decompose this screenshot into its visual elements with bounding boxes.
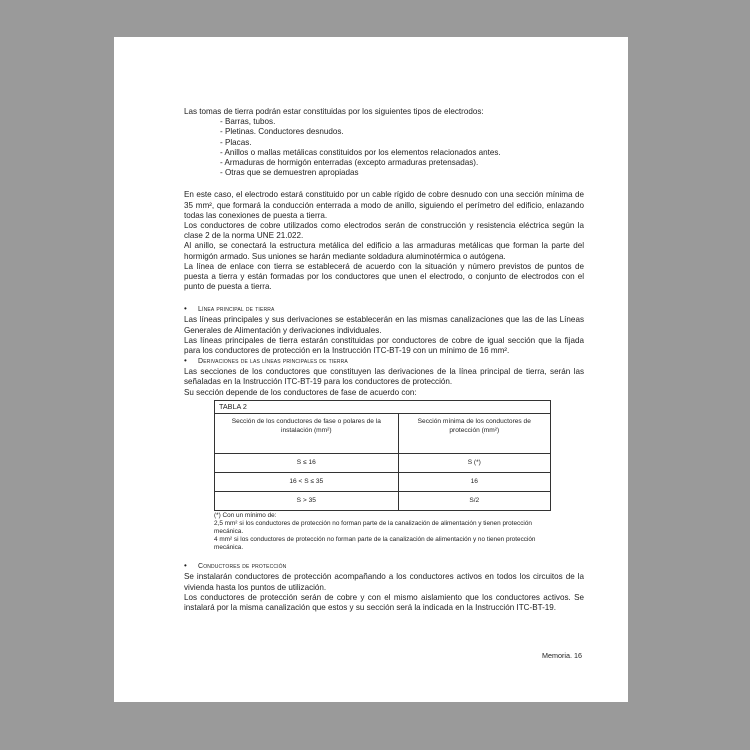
bullet-icon: • (184, 356, 187, 366)
paragraph: Se instalarán conductores de protección acompañando a los conductores activos en todos los circuitos de la vivienda hasta los puntos de utilización. (184, 572, 584, 592)
table-header: Sección mínima de los conductores de protección (mm²) (398, 414, 550, 454)
paragraph: Las líneas principales de tierra estarán constituidas por conductores de cobre de igual sección que la fijada para los conductores de protección en la Instrucción ITC-BT-19 con un mínimo de 16 mm². (184, 335, 584, 356)
bullet-icon: • (184, 304, 187, 314)
heading-text: Derivaciones de las líneas principales de tierra (198, 358, 348, 366)
table-notes (214, 512, 554, 552)
table-caption: TABLA 2 (215, 400, 551, 414)
bullet-icon: • (184, 561, 187, 571)
note-line: 2,5 mm² si los conductores de protección no forman parte de la canalización de alimentación y tienen protección mecánica. (214, 520, 532, 536)
table-cell: S ≤ 16 (215, 454, 399, 473)
list-item: - Placas. (220, 137, 252, 147)
table-row (215, 492, 551, 511)
paragraph: En este caso, el electrodo estará constituido por un cable rígido de cobre desnudo con una sección mínima de 35 mm², que formará la conducción enterrada a modo de anillo, siguiendo el perímetro del edificio, enlazando todas las conexiones de puesta a tierra. (184, 190, 584, 220)
heading-text: Conductores de protección (198, 563, 287, 571)
note-line: 4 mm² si los conductores de protección no forman parte de la canalización de alimentación y no tienen protección mecánica. (214, 536, 536, 552)
paragraph: Los conductores de protección serán de cobre y con el mismo aislamiento que los conductores activos. Se instalará por la misma canalización que estos y su sección será la indicada en la Instrucción ITC-BT-19. (184, 592, 584, 612)
table-header: Sección de los conductores de fase o polares de la instalación (mm²) (215, 414, 399, 454)
electrode-list (220, 117, 584, 178)
list-item: - Armaduras de hormigón enterradas (excepto armaduras pretensadas). (220, 158, 479, 168)
paragraph: Al anillo, se conectará la estructura metálica del edificio a las armaduras metálicas que forman la parte del hormigón armado. Sus uniones se harán mediante soldadura aluminotérmica o autógena. (184, 241, 584, 261)
table-cell: S > 35 (215, 492, 399, 511)
list-item: - Otras que se demuestren apropiadas (220, 168, 359, 178)
section-heading (184, 561, 584, 572)
table-cell: 16 < S ≤ 35 (215, 473, 399, 492)
paragraph: La línea de enlace con tierra se establecerá de acuerdo con la situación y número previstos de puntos de puesta a tierra y están formadas por los conductores que unen el electrodo, o conjunto de electrodos con el punto de puesta a tierra. (184, 261, 584, 292)
table-cell: 16 (398, 473, 550, 492)
table-cell: S/2 (398, 492, 550, 511)
paragraph: Su sección depende de los conductores de fase de acuerdo con: (184, 387, 417, 397)
table-row (215, 454, 551, 473)
section-heading (184, 304, 584, 315)
section-heading (184, 356, 584, 367)
paragraph: Los conductores de cobre utilizados como electrodos serán de construcción y resistencia eléctrica según la clase 2 de la norma UNE 21.022. (184, 221, 584, 241)
table-cell: S (*) (398, 454, 550, 473)
heading-text: Línea principal de tierra (198, 306, 275, 314)
list-item: - Pletinas. Conductores desnudos. (220, 127, 344, 137)
paragraph: Las líneas principales y sus derivaciones se establecerán en las mismas canalizaciones que las de las Líneas Generales de Alimentación y derivaciones individuales. (184, 315, 584, 335)
paragraph: Las secciones de los conductores que constituyen las derivaciones de la línea principal de tierra, serán las señaladas en la Instrucción ITC-BT-19 para los conductores de protección. (184, 367, 584, 387)
document-page (114, 37, 628, 702)
note-line: (*) Con un mínimo de: (214, 512, 277, 520)
list-item: - Anillos o mallas metálicas constituidos por los elementos relacionados antes. (220, 147, 501, 157)
protection-section-table (214, 400, 551, 512)
table-row (215, 473, 551, 492)
electrodes-intro: Las tomas de tierra podrán estar constituidas por los siguientes tipos de electrodos: (184, 107, 484, 116)
list-item: - Barras, tubos. (220, 117, 276, 127)
page-footer: Memoria. 16 (542, 651, 582, 660)
